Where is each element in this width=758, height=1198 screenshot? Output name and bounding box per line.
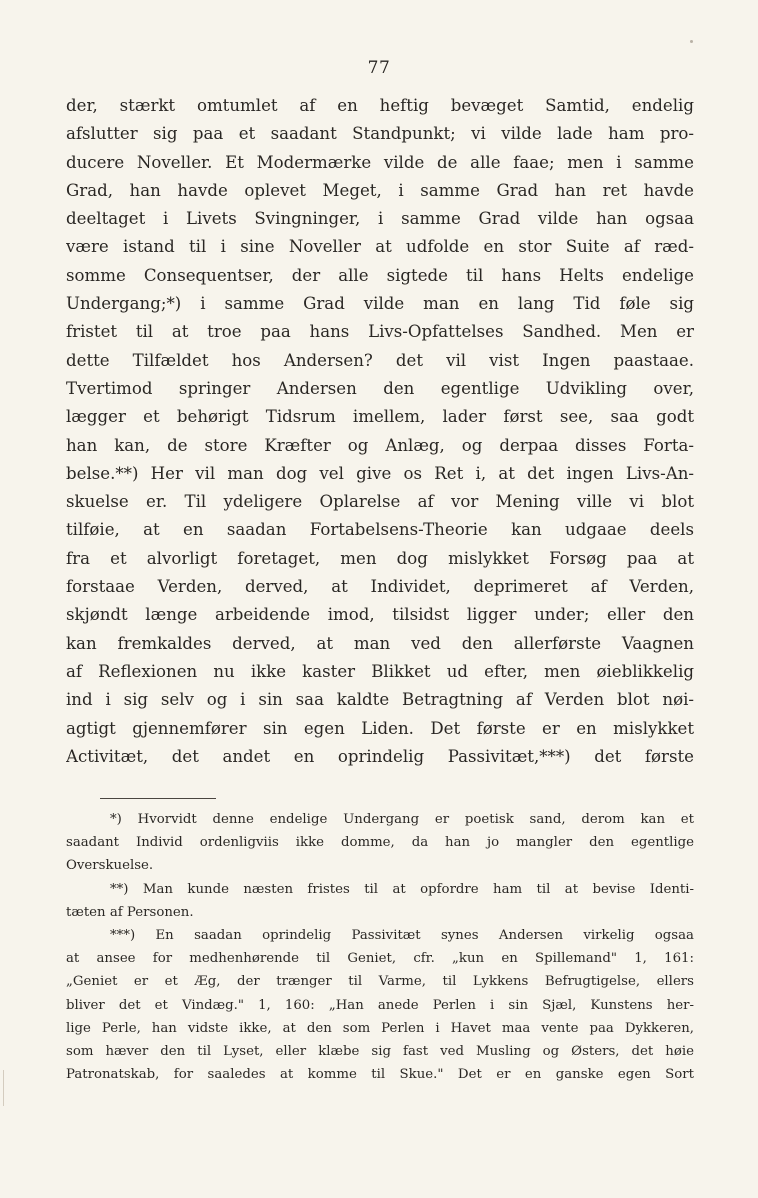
body-line: tilføie, at en saadan Fortabelsens-Theorie kan udgaae deels bbox=[66, 520, 694, 540]
body-line: Tvertimod springer Andersen den egentlige Udvikling over, bbox=[66, 378, 694, 398]
footnote-line: at ansee for medhenhørende til Geniet, cfr. „kun en Spillemand" 1, 161: bbox=[66, 951, 694, 967]
body-line: somme Consequentser, der alle sigtede til hans Helts endelige bbox=[66, 265, 694, 285]
body-line: deeltaget i Livets Svingninger, i samme Grad vilde han ogsaa bbox=[66, 209, 694, 229]
body-line: dette Tilfældet hos Andersen? det vil vist Ingen paastaae. bbox=[66, 350, 694, 370]
body-line: forstaae Verden, derved, at Individet, deprimeret af Verden, bbox=[66, 577, 694, 597]
body-line: kan fremkaldes derved, at man ved den allerførste Vaagnen bbox=[66, 633, 694, 653]
body-line: ind i sig selv og i sin saa kaldte Betragtning af Verden blot nøi- bbox=[66, 690, 694, 710]
body-line: fristet til at troe paa hans Livs-Opfattelses Sandhed. Men er bbox=[66, 322, 694, 342]
footnote-line: som hæver den til Lyset, eller klæbe sig fast ved Musling og Østers, det høie bbox=[66, 1043, 694, 1059]
page-number: 77 bbox=[367, 58, 391, 78]
body-line: ducere Noveller. Et Modermærke vilde de alle faae; men i samme bbox=[66, 152, 694, 172]
body-line: skuelse er. Til ydeligere Oplarelse af vor Mening ville vi blot bbox=[66, 492, 694, 512]
body-line: være istand til i sine Noveller at udfolde en stor Suite af ræd- bbox=[66, 237, 694, 257]
footnote-line: tæten af Personen. bbox=[66, 904, 194, 920]
footnote-line: **) Man kunde næsten fristes til at opfordre ham til at bevise Identi- bbox=[110, 881, 694, 897]
body-line: agtigt gjennemfører sin egen Liden. Det første er en mislykket bbox=[66, 718, 694, 738]
footnote-1 bbox=[66, 808, 694, 878]
footnote-line: saadant Individ ordenligviis ikke domme, da han jo mangler den egentlige bbox=[66, 835, 694, 851]
body-line: afslutter sig paa et saadant Standpunkt; vi vilde lade ham pro- bbox=[66, 124, 694, 144]
body-line: skjøndt længe arbeidende imod, tilsidst ligger under; eller den bbox=[66, 605, 694, 625]
body-line: Activitæt, det andet en oprindelig Passivitæt,***) det første bbox=[66, 746, 694, 766]
footnote-divider bbox=[100, 798, 216, 799]
body-text bbox=[66, 92, 694, 771]
footnote-line: Patronatskab, for saaledes at komme til Skue." Det er en ganske egen Sort bbox=[66, 1067, 694, 1083]
footnote-2 bbox=[66, 878, 694, 924]
footnote-3 bbox=[66, 924, 694, 1086]
body-line: der, stærkt omtumlet af en heftig bevæget Samtid, endelig bbox=[66, 96, 694, 115]
body-line: Grad, han havde oplevet Meget, i samme Grad han ret havde bbox=[66, 180, 694, 200]
body-line: han kan, de store Kræfter og Anlæg, og derpaa disses Forta- bbox=[66, 435, 694, 455]
paper-edge-mark bbox=[3, 1070, 4, 1106]
body-line: Undergang;*) i samme Grad vilde man en lang Tid føle sig bbox=[66, 294, 694, 314]
body-line: lægger et behørigt Tidsrum imellem, lader først see, saa godt bbox=[66, 407, 694, 427]
footnote-line: *) Hvorvidt denne endelige Undergang er poetisk sand, derom kan et bbox=[110, 812, 694, 827]
body-line: af Reflexionen nu ikke kaster Blikket ud efter, men øieblikkelig bbox=[66, 661, 694, 681]
body-line: fra et alvorligt foretaget, men dog mislykket Forsøg paa at bbox=[66, 548, 694, 568]
footnote-line: lige Perle, han vidste ikke, at den som Perlen i Havet maa vente paa Dykkeren, bbox=[66, 1020, 694, 1036]
footnote-line: bliver det et Vindæg." 1, 160: „Han anede Perlen i sin Sjæl, Kunstens her- bbox=[66, 997, 694, 1013]
footnotes bbox=[66, 808, 694, 1086]
footnote-line: Overskuelse. bbox=[66, 858, 154, 874]
body-line: belse.**) Her vil man dog vel give os Ret i, at det ingen Livs-An- bbox=[66, 463, 694, 483]
footnote-line: ***) En saadan oprindelig Passivitæt synes Andersen virkelig ogsaa bbox=[110, 927, 694, 943]
paper-speck bbox=[690, 40, 693, 43]
footnote-line: „Geniet er et Æg, der trænger til Varme, til Lykkens Befrugtigelse, ellers bbox=[66, 974, 694, 990]
